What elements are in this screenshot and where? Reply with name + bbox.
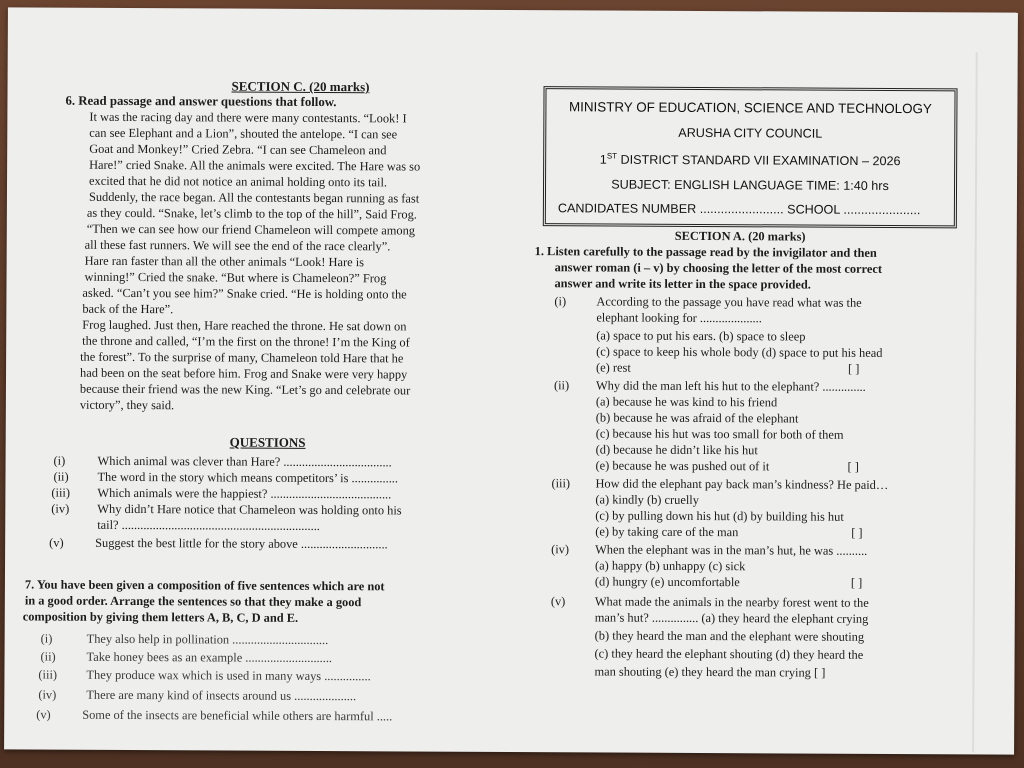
answer-bracket[interactable]: [ ] xyxy=(851,525,863,540)
exam-header-box xyxy=(543,86,958,228)
passage-line: victory”, they said. xyxy=(79,397,175,413)
q7-item-number: (i) xyxy=(40,631,53,646)
question-text: Which animal was clever than Hare? ................................... xyxy=(97,453,392,470)
answer-bracket[interactable]: [ ] xyxy=(848,361,860,376)
council-name: ARUSHA CITY COUNCIL xyxy=(678,125,823,141)
passage-line: asked. “Can’t you see him?” Snake cried. “He is holding onto the xyxy=(82,285,407,302)
answer-bracket[interactable]: [ ] xyxy=(847,459,859,474)
section-a-title: SECTION A. (20 marks) xyxy=(674,228,806,244)
passage-line: the forest”. To the surprise of many, Chameleon told Hare that he xyxy=(80,349,404,366)
question-number: (ii) xyxy=(53,469,69,484)
candidates-number-line: CANDIDATES NUMBER ........................ SCHOOL ...................... xyxy=(557,201,921,218)
q7-item-text: They also help in pollination ............................... xyxy=(86,631,329,648)
option-line: (a) happy (b) unhappy (c) sick xyxy=(594,558,746,574)
exam-title xyxy=(546,151,954,168)
q7-heading-line: composition by giving them letters A, B, C, D and E. xyxy=(22,609,299,625)
passage-line: winning!” Cried the snake. “But where is Chameleon?” Frog xyxy=(84,269,387,286)
exam-title-rest: DISTRICT STANDARD VII EXAMINATION – 2026 xyxy=(617,152,901,169)
intro-line: answer and write its letter in the space provided. xyxy=(554,276,811,292)
q7-heading-line: in a good order. Arrange the sentences so that they make a good xyxy=(24,593,362,610)
question-text: What made the animals in the nearby forest went to the xyxy=(594,594,869,610)
question-text: Suggest the best little for the story above ............................ xyxy=(95,535,388,552)
passage-line: the throne and called, “I’m the first on the throne! I’m the King of xyxy=(82,333,410,350)
section-c-title: SECTION C. (20 marks) xyxy=(231,78,370,95)
subject-time: SUBJECT: ENGLISH LANGUAGE TIME: 1:40 hrs xyxy=(611,177,889,193)
question-number: (i) xyxy=(554,294,567,309)
option-line: (a) space to put his ears. (b) space to sleep xyxy=(596,328,806,344)
question-text: How did the elephant pay back man’s kindness? He paid… xyxy=(595,476,889,492)
question-number: (v) xyxy=(49,535,64,550)
question-text: Which animals were the happiest? ....................................... xyxy=(97,485,392,502)
q7-item-text: Some of the insects are beneficial while others are harmful ..... xyxy=(82,707,393,724)
intro-line: 1. Listen carefully to the passage read by the invigilator and then xyxy=(534,244,877,260)
exam-paper xyxy=(4,7,1018,754)
question-text: Why did the man left his hut to the elephant? .............. xyxy=(595,378,866,394)
passage-line: Hare ran faster than all the other animals “Look! Hare is xyxy=(84,253,365,270)
question-text: elephant looking for .................... xyxy=(596,310,762,326)
intro-line: answer roman (i – v) by choosing the letter of the most correct xyxy=(554,260,883,276)
option-line: (c) by pulling down his hut (d) by building his hut xyxy=(595,508,844,524)
question-number: (iii) xyxy=(551,476,571,491)
passage-line: had been on the seat before him. Frog and Snake were very happy xyxy=(80,365,408,382)
question-text: When the elephant was in the man’s hut, he was .......... xyxy=(595,542,868,558)
passage-line: Suddenly, the race began. All the contestants began running as fast xyxy=(88,189,420,206)
option-line: (b) because he was afraid of the elephant xyxy=(595,410,799,426)
question-text: man’s hut? ............... (a) they heard the elephant crying xyxy=(594,610,869,626)
option-line: (e) rest xyxy=(596,360,631,375)
question-text: Why didn’t Hare notice that Chameleon was holding onto his xyxy=(97,501,402,518)
question-number: (iii) xyxy=(51,485,71,500)
q6-heading: 6. Read passage and answer questions that follow. xyxy=(65,93,337,110)
question-text: The word in the story which means competitors’ is ............... xyxy=(97,469,399,486)
ministry-title: MINISTRY OF EDUCATION, SCIENCE AND TECHNOLOGY xyxy=(568,99,932,117)
option-line: (d) because he didn’t like his hut xyxy=(595,442,758,458)
q7-item-number: (iii) xyxy=(38,667,58,682)
option-line: (c) space to keep his whole body (d) space to put his head xyxy=(596,344,883,360)
question-number: (ii) xyxy=(553,378,570,393)
option-line: (e) by taking care of the man xyxy=(595,524,739,540)
q7-item-number: (iv) xyxy=(38,687,57,702)
q7-item-text: There are many kind of insects around us .................... xyxy=(86,687,357,704)
passage-line: back of the Hare”. xyxy=(82,301,174,317)
option-line: (a) kindly (b) cruelly xyxy=(595,492,699,507)
passage-line: Goat and Monkey!” Cried Zebra. “I can see Chameleon and xyxy=(89,141,387,158)
option-line: man shouting (e) they heard the man crying [ ] xyxy=(594,664,826,680)
question-number: (i) xyxy=(53,453,66,468)
passage-line: Hare!” cried Snake. All the animals were excited. The Hare was so xyxy=(89,157,421,174)
passage-line: “Then we can see how our friend Chameleon will compete among xyxy=(86,221,416,238)
paper-fold xyxy=(972,52,978,752)
passage-line: can see Elephant and a Lion”, shouted the antelope. “I can see xyxy=(89,125,398,142)
exam-ordinal-suffix: ST xyxy=(606,151,618,161)
passage-line: all these fast runners. We will see the end of the race clearly”. xyxy=(84,237,391,254)
option-line: (d) hungry (e) uncomfortable xyxy=(594,574,740,590)
passage-line: excited that he did not notice an animal holding onto its tail. xyxy=(89,173,388,190)
passage-line: Frog laughed. Just then, Hare reached the throne. He sat down on xyxy=(82,317,407,334)
exam-ordinal: 1 xyxy=(599,152,607,167)
answer-bracket[interactable]: [ ] xyxy=(850,575,863,590)
option-line: (e) because he was pushed out of it xyxy=(595,458,770,474)
question-number: (iv) xyxy=(51,501,70,516)
passage-line: because their friend was the new King. “Let’s go and celebrate our xyxy=(79,381,411,398)
option-line: (a) because he was kind to his friend xyxy=(595,394,778,410)
question-text: According to the passage you have read what was the xyxy=(596,294,862,310)
q7-item-number: (ii) xyxy=(40,649,56,664)
option-line: (c) they heard the elephant shouting (d) they heard the xyxy=(594,646,864,662)
question-text: tail? ................................................................ xyxy=(97,517,320,534)
q7-item-text: They produce wax which is used in many ways ............... xyxy=(86,667,371,684)
option-line: (b) they heard the man and the elephant were shouting xyxy=(594,628,865,644)
option-line: (c) because his hut was too small for both of them xyxy=(595,426,844,442)
question-number: (iv) xyxy=(551,542,570,557)
questions-title: QUESTIONS xyxy=(229,434,306,450)
q7-item-text: Take honey bees as an example ............................ xyxy=(86,649,333,666)
q7-item-number: (v) xyxy=(36,707,51,722)
question-number: (v) xyxy=(550,594,566,609)
passage-line: It was the racing day and there were many contestants. “Look! I xyxy=(89,109,407,126)
q7-heading-line: 7. You have been given a composition of five sentences which are not xyxy=(24,577,385,594)
passage-line: as they could. “Snake, let’s climb to the top of the hill”, Said Frog. xyxy=(86,205,417,222)
